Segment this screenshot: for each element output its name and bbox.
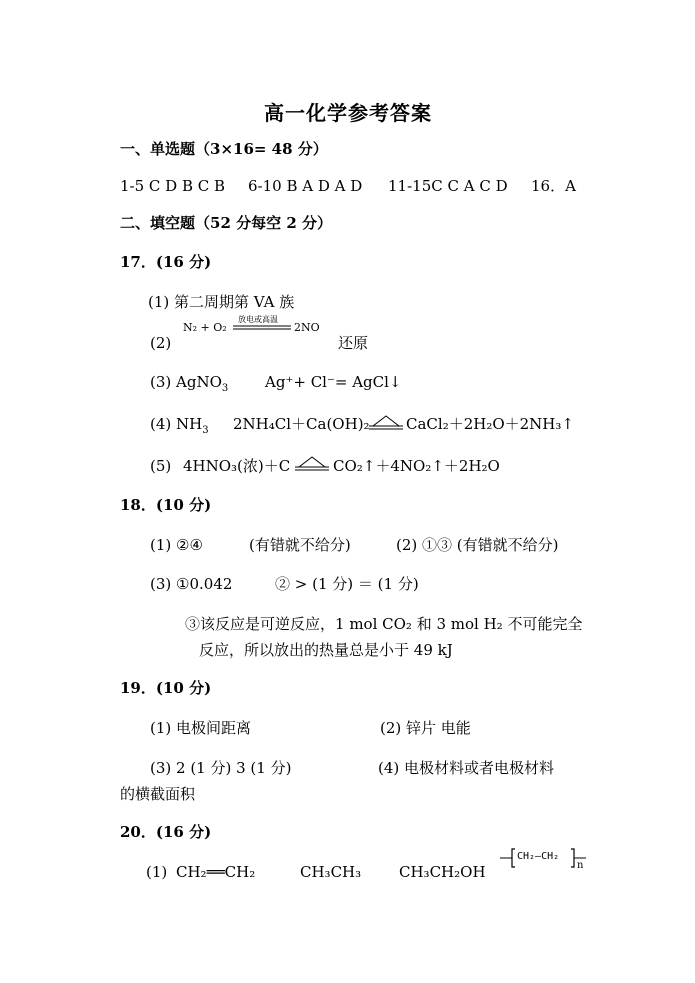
q17-answer-4-formula: NH [176, 415, 203, 433]
answer-16: 16．A [531, 177, 576, 195]
section2-heading: 二、填空题（52 分每空 2 分） [120, 214, 332, 232]
q19-heading: 19．(10 分) [120, 679, 212, 697]
q17-answer-4-num: (4) [150, 415, 177, 433]
q17-heading: 17．(16 分) [120, 253, 212, 271]
q17-equation-5-right: CO₂↑＋4NO₂↑＋2H₂O [333, 457, 500, 475]
q19-answer-4: (4) 电极材料或者电极材料 [378, 759, 555, 777]
q17-answer-1: (1) 第二周期第 VA 族 [148, 293, 295, 311]
q17-eq2-right: 2NO [294, 321, 320, 334]
q17-equation-4-left: 2NH₄Cl＋Ca(OH)₂ [233, 415, 370, 433]
q19-answer-4-cont: 的横截面积 [120, 785, 196, 803]
q17-answer-2-num: (2) [150, 334, 172, 352]
section1-heading: 一、单选题（3×16= 48 分） [120, 140, 328, 158]
q20-polymer-n: n [577, 860, 584, 871]
q20-heading: 20．(16 分) [120, 823, 212, 841]
answer-6-10: 6-10 B A D A D [248, 177, 363, 195]
q18-answer-2: (2) ①③ (有错就不给分) [396, 536, 559, 554]
q17-equation-4-right: CaCl₂＋2H₂O＋2NH₃↑ [406, 415, 574, 433]
q17-answer-4 [150, 414, 209, 434]
q18-answer-3-reason-2: 反应，所以放出的热量总是小于 49 kJ [199, 641, 453, 659]
q20-formula-ethanol: CH₃CH₂OH [399, 863, 486, 881]
q20-polymer-unit: CH₂—CH₂ [517, 851, 560, 862]
q17-equation-3: Ag⁺+ Cl⁻= AgCl↓ [265, 373, 402, 391]
q17-eq2-condition: 放电或高温 [238, 315, 278, 324]
q19-answer-3: (3) 2 (1 分) 3 (1 分) [150, 759, 292, 777]
q17-answer-3-formula: AgNO [176, 373, 222, 391]
q17-equation-5-left: 4HNO₃(浓)＋C [183, 457, 291, 475]
page-title: 高一化学参考答案 [264, 101, 432, 125]
q19-answer-2: (2) 锌片 电能 [380, 719, 471, 737]
q19-answer-1: (1) 电极间距离 [150, 719, 252, 737]
q17-answer-3-subscript: 3 [221, 383, 229, 394]
q18-answer-3-part2: ② > (1 分) ＝ (1 分) [275, 575, 419, 593]
q20-formula-ethylene: CH₂══CH₂ [176, 863, 256, 881]
q18-answer-1: (1) ②④ [150, 536, 203, 554]
answer-11-15: 11-15C C A C D [388, 177, 508, 195]
q17-answer-2: 还原 [338, 334, 369, 352]
q17-eq2-left: N₂ + O₂ [183, 321, 227, 334]
heat-triangle-icon [369, 414, 403, 432]
q17-eq2-equal-sign [233, 325, 291, 331]
q20-formula-ethane: CH₃CH₃ [300, 863, 362, 881]
q18-answer-1-note: (有错就不给分) [249, 536, 351, 554]
q18-answer-3-part1: (3) ①0.042 [150, 575, 233, 593]
q18-heading: 18．(10 分) [120, 496, 212, 514]
q17-answer-3 [150, 372, 228, 392]
answer-1-5: 1-5 C D B C B [120, 177, 226, 195]
q18-answer-3-reason-1: ③该反应是可逆反应，1 mol CO₂ 和 3 mol H₂ 不可能完全 [185, 615, 583, 633]
q20-polyethylene [500, 846, 590, 872]
heat-triangle-icon [295, 455, 329, 473]
q20-answer-1-num: (1) [146, 863, 168, 881]
q17-answer-4-subscript: 3 [202, 425, 209, 436]
q17-answer-5-num: (5) [150, 457, 172, 475]
q17-answer-3-num: (3) [150, 373, 177, 391]
